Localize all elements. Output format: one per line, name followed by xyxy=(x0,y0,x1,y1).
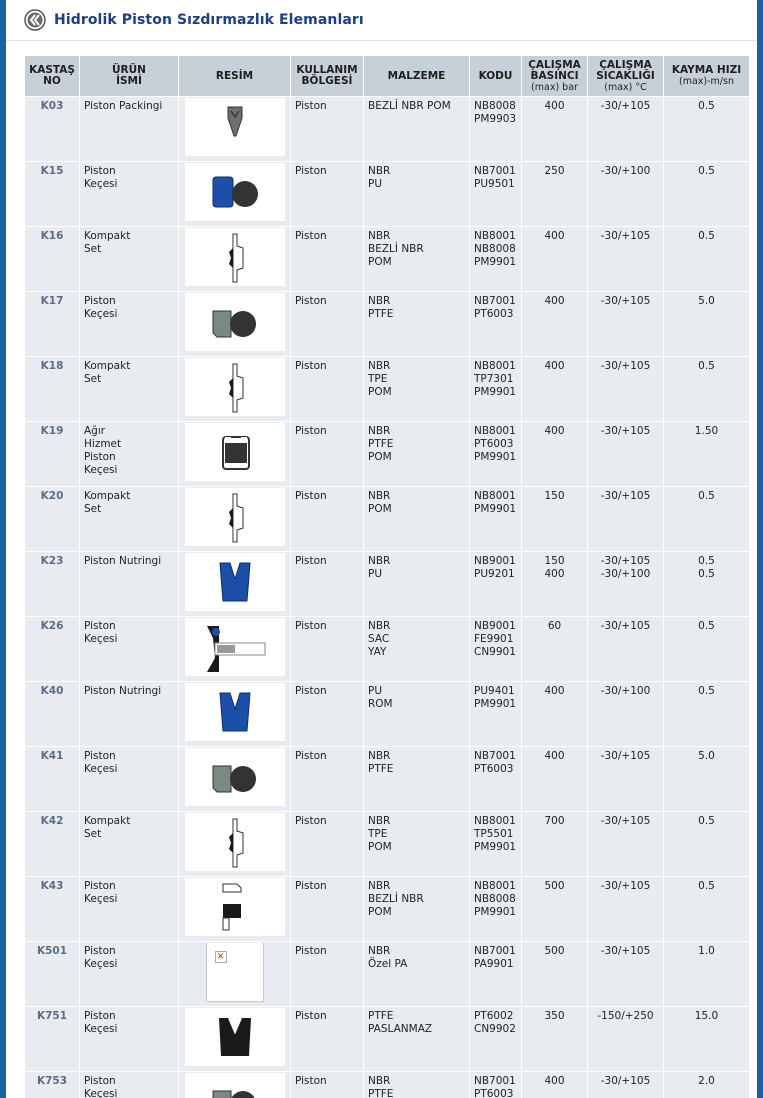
material-cell: NBR SAC YAY xyxy=(364,617,470,682)
material-cell: NBR PU xyxy=(364,552,470,617)
product-image-cell xyxy=(179,682,291,747)
compact-set-icon xyxy=(185,358,285,416)
product-image-cell xyxy=(179,1072,291,1098)
temperature-cell: -30/+105 xyxy=(588,812,664,877)
speed-cell: 0.5 xyxy=(664,227,750,292)
pressure-cell: 60 xyxy=(522,617,588,682)
usage-region-cell: Piston xyxy=(291,162,364,227)
pressure-cell: 400 xyxy=(522,747,588,812)
product-name-cell: Piston Keçesi xyxy=(80,1007,179,1072)
temperature-cell: -30/+105 xyxy=(588,292,664,357)
product-image-cell xyxy=(179,812,291,877)
code-cell: PT6002 CN9902 xyxy=(470,1007,522,1072)
usage-region-cell: Piston xyxy=(291,357,364,422)
speed-cell: 15.0 xyxy=(664,1007,750,1072)
usage-region-cell: Piston xyxy=(291,617,364,682)
compact-set-icon xyxy=(185,228,285,286)
material-cell: NBR PU xyxy=(364,162,470,227)
piston-seal-blue-icon xyxy=(185,163,285,221)
double-chevron-icon xyxy=(24,9,46,31)
pressure-cell: 400 xyxy=(522,292,588,357)
temperature-cell: -30/+100 xyxy=(588,162,664,227)
piston-seal-grey-icon xyxy=(185,748,285,806)
compact-set-icon xyxy=(185,813,285,871)
product-image-cell xyxy=(179,227,291,292)
code-cell: NB9001 FE9901 CN9901 xyxy=(470,617,522,682)
table-row xyxy=(25,1007,750,1072)
product-image-cell xyxy=(179,357,291,422)
code-cell: NB8001 PT6003 PM9901 xyxy=(470,422,522,487)
code-cell: NB8001 NB8008 PM9901 xyxy=(470,227,522,292)
speed-cell: 0.5 xyxy=(664,162,750,227)
kastas-no-cell: K17 xyxy=(25,292,80,357)
pressure-cell: 150 400 xyxy=(522,552,588,617)
product-name-cell: Ağır Hizmet Piston Keçesi xyxy=(80,422,179,487)
piston-seal-stack-icon xyxy=(185,878,285,936)
kastas-no-cell: K42 xyxy=(25,812,80,877)
packing-seal-icon xyxy=(185,98,285,156)
kastas-no-cell: K20 xyxy=(25,487,80,552)
speed-cell: 0.5 xyxy=(664,97,750,162)
material-cell: PU ROM xyxy=(364,682,470,747)
temperature-cell: -30/+105 xyxy=(588,617,664,682)
table-row xyxy=(25,487,750,552)
speed-cell: 0.5 xyxy=(664,357,750,422)
speed-cell: 0.5 xyxy=(664,617,750,682)
header-calisma-sicakligi: ÇALIŞMA SICAKLIĞI (max) °C xyxy=(588,56,664,97)
temperature-cell: -30/+105 xyxy=(588,747,664,812)
material-cell: NBR PTFE xyxy=(364,292,470,357)
kastas-no-cell: K23 xyxy=(25,552,80,617)
product-name-cell: Piston Keçesi xyxy=(80,292,179,357)
table-row xyxy=(25,357,750,422)
product-name-cell: Piston Keçesi xyxy=(80,1072,179,1098)
table-row xyxy=(25,97,750,162)
usage-region-cell: Piston xyxy=(291,942,364,1007)
speed-cell: 1.0 xyxy=(664,942,750,1007)
piston-seal-grey-icon xyxy=(185,293,285,351)
temperature-cell: -30/+105 xyxy=(588,487,664,552)
pressure-cell: 500 xyxy=(522,942,588,1007)
product-name-cell: Kompakt Set xyxy=(80,487,179,552)
u-cup-blue-icon xyxy=(185,683,285,741)
product-image-cell xyxy=(179,552,291,617)
usage-region-cell: Piston xyxy=(291,97,364,162)
kastas-no-cell: K16 xyxy=(25,227,80,292)
usage-region-cell: Piston xyxy=(291,227,364,292)
header-malzeme: MALZEME xyxy=(364,56,470,97)
temperature-cell: -30/+105 xyxy=(588,942,664,1007)
kastas-no-cell: K19 xyxy=(25,422,80,487)
product-name-cell: Piston Nutringi xyxy=(80,682,179,747)
usage-region-cell: Piston xyxy=(291,682,364,747)
usage-region-cell: Piston xyxy=(291,552,364,617)
pressure-cell: 400 xyxy=(522,97,588,162)
material-cell: NBR TPE POM xyxy=(364,357,470,422)
product-image-cell xyxy=(179,747,291,812)
usage-region-cell: Piston xyxy=(291,422,364,487)
temperature-cell: -30/+105 xyxy=(588,422,664,487)
header-urun-ismi: ÜRÜN İSMİ xyxy=(80,56,179,97)
speed-cell: 0.5 0.5 xyxy=(664,552,750,617)
kastas-no-cell: K41 xyxy=(25,747,80,812)
material-cell: NBR TPE POM xyxy=(364,812,470,877)
product-name-cell: Kompakt Set xyxy=(80,227,179,292)
pressure-cell: 700 xyxy=(522,812,588,877)
header-calisma-basinci: ÇALIŞMA BASINCI (max) bar xyxy=(522,56,588,97)
table-row xyxy=(25,812,750,877)
kastas-no-cell: K40 xyxy=(25,682,80,747)
product-table xyxy=(24,55,750,1098)
material-cell: PTFE PASLANMAZ xyxy=(364,1007,470,1072)
speed-cell: 5.0 xyxy=(664,292,750,357)
product-image-cell xyxy=(179,422,291,487)
header-kullanim-bolgesi: KULLANIM BÖLGESİ xyxy=(291,56,364,97)
material-cell: NBR BEZLİ NBR POM xyxy=(364,877,470,942)
heavy-duty-seal-icon xyxy=(185,423,285,481)
table-row xyxy=(25,617,750,682)
material-cell: NBR POM xyxy=(364,487,470,552)
pressure-cell: 400 xyxy=(522,227,588,292)
product-image-cell xyxy=(179,487,291,552)
speed-cell: 0.5 xyxy=(664,487,750,552)
usage-region-cell: Piston xyxy=(291,1072,364,1098)
pressure-cell: 150 xyxy=(522,487,588,552)
product-image-cell xyxy=(179,1007,291,1072)
usage-region-cell: Piston xyxy=(291,747,364,812)
code-cell: NB7001 PT6003 xyxy=(470,292,522,357)
table-row xyxy=(25,162,750,227)
table-row xyxy=(25,747,750,812)
speed-cell: 1.50 xyxy=(664,422,750,487)
table-row xyxy=(25,552,750,617)
table-row xyxy=(25,942,750,1007)
usage-region-cell: Piston xyxy=(291,812,364,877)
code-cell: NB8001 NB8008 PM9901 xyxy=(470,877,522,942)
speed-cell: 0.5 xyxy=(664,812,750,877)
piston-seal-metal-icon xyxy=(185,618,285,676)
speed-cell: 2.0 xyxy=(664,1072,750,1098)
temperature-cell: -30/+105 xyxy=(588,97,664,162)
temperature-cell: -30/+105 xyxy=(588,1072,664,1098)
usage-region-cell: Piston xyxy=(291,877,364,942)
product-image-cell xyxy=(179,942,291,1007)
piston-seal-grey-icon xyxy=(185,1073,285,1098)
pressure-cell: 250 xyxy=(522,162,588,227)
product-name-cell: Kompakt Set xyxy=(80,812,179,877)
code-cell: NB8001 TP7301 PM9901 xyxy=(470,357,522,422)
temperature-cell: -30/+105 xyxy=(588,227,664,292)
u-cup-blue-icon xyxy=(185,553,285,611)
product-image-cell xyxy=(179,617,291,682)
kastas-no-cell: K03 xyxy=(25,97,80,162)
temperature-cell: -150/+250 xyxy=(588,1007,664,1072)
product-name-cell: Kompakt Set xyxy=(80,357,179,422)
kastas-no-cell: K43 xyxy=(25,877,80,942)
product-image-cell xyxy=(179,877,291,942)
piston-seal-black-icon xyxy=(185,1008,285,1066)
pressure-cell: 400 xyxy=(522,357,588,422)
code-cell: NB7001 PT6003 xyxy=(470,1072,522,1098)
broken-image-icon: ✕ xyxy=(206,943,264,1002)
kastas-no-cell: K26 xyxy=(25,617,80,682)
kastas-no-cell: K753 xyxy=(25,1072,80,1098)
table-row xyxy=(25,292,750,357)
product-name-cell: Piston Keçesi xyxy=(80,877,179,942)
header-resim: RESİM xyxy=(179,56,291,97)
page-title: Hidrolik Piston Sızdırmazlık Elemanları xyxy=(54,12,364,28)
material-cell: BEZLİ NBR POM xyxy=(364,97,470,162)
header-kayma-hizi: KAYMA HIZI (max)-m/sn xyxy=(664,56,750,97)
temperature-cell: -30/+105 xyxy=(588,877,664,942)
product-image-cell xyxy=(179,162,291,227)
kastas-no-cell: K501 xyxy=(25,942,80,1007)
header-kastas-no: KASTAŞ NO xyxy=(25,56,80,97)
material-cell: NBR PTFE POM xyxy=(364,422,470,487)
speed-cell: 0.5 xyxy=(664,682,750,747)
material-cell: NBR PTFE xyxy=(364,747,470,812)
table-row xyxy=(25,1072,750,1098)
code-cell: NB7001 PA9901 xyxy=(470,942,522,1007)
usage-region-cell: Piston xyxy=(291,1007,364,1072)
speed-cell: 5.0 xyxy=(664,747,750,812)
product-name-cell: Piston Nutringi xyxy=(80,552,179,617)
code-cell: NB9001 PU9201 xyxy=(470,552,522,617)
section-header xyxy=(6,0,757,41)
table-row xyxy=(25,422,750,487)
pressure-cell: 400 xyxy=(522,682,588,747)
material-cell: NBR Özel PA xyxy=(364,942,470,1007)
product-name-cell: Piston Keçesi xyxy=(80,942,179,1007)
usage-region-cell: Piston xyxy=(291,487,364,552)
product-name-cell: Piston Keçesi xyxy=(80,747,179,812)
material-cell: NBR PTFE xyxy=(364,1072,470,1098)
table-row xyxy=(25,877,750,942)
speed-cell: 0.5 xyxy=(664,877,750,942)
code-cell: PU9401 PM9901 xyxy=(470,682,522,747)
kastas-no-cell: K15 xyxy=(25,162,80,227)
table-row xyxy=(25,682,750,747)
compact-set-icon xyxy=(185,488,285,546)
product-name-cell: Piston Keçesi xyxy=(80,617,179,682)
product-image-cell xyxy=(179,292,291,357)
kastas-no-cell: K751 xyxy=(25,1007,80,1072)
kastas-no-cell: K18 xyxy=(25,357,80,422)
table-row xyxy=(25,227,750,292)
header-kodu: KODU xyxy=(470,56,522,97)
product-name-cell: Piston Keçesi xyxy=(80,162,179,227)
product-image-cell xyxy=(179,97,291,162)
code-cell: NB8001 PM9901 xyxy=(470,487,522,552)
pressure-cell: 350 xyxy=(522,1007,588,1072)
pressure-cell: 400 xyxy=(522,1072,588,1098)
code-cell: NB8008 PM9903 xyxy=(470,97,522,162)
table-header-row xyxy=(25,56,750,97)
code-cell: NB7001 PT6003 xyxy=(470,747,522,812)
code-cell: NB7001 PU9501 xyxy=(470,162,522,227)
temperature-cell: -30/+100 xyxy=(588,682,664,747)
pressure-cell: 400 xyxy=(522,422,588,487)
code-cell: NB8001 TP5501 PM9901 xyxy=(470,812,522,877)
pressure-cell: 500 xyxy=(522,877,588,942)
temperature-cell: -30/+105 -30/+100 xyxy=(588,552,664,617)
temperature-cell: -30/+105 xyxy=(588,357,664,422)
material-cell: NBR BEZLİ NBR POM xyxy=(364,227,470,292)
product-name-cell: Piston Packingi xyxy=(80,97,179,162)
usage-region-cell: Piston xyxy=(291,292,364,357)
content-panel xyxy=(6,0,757,1098)
